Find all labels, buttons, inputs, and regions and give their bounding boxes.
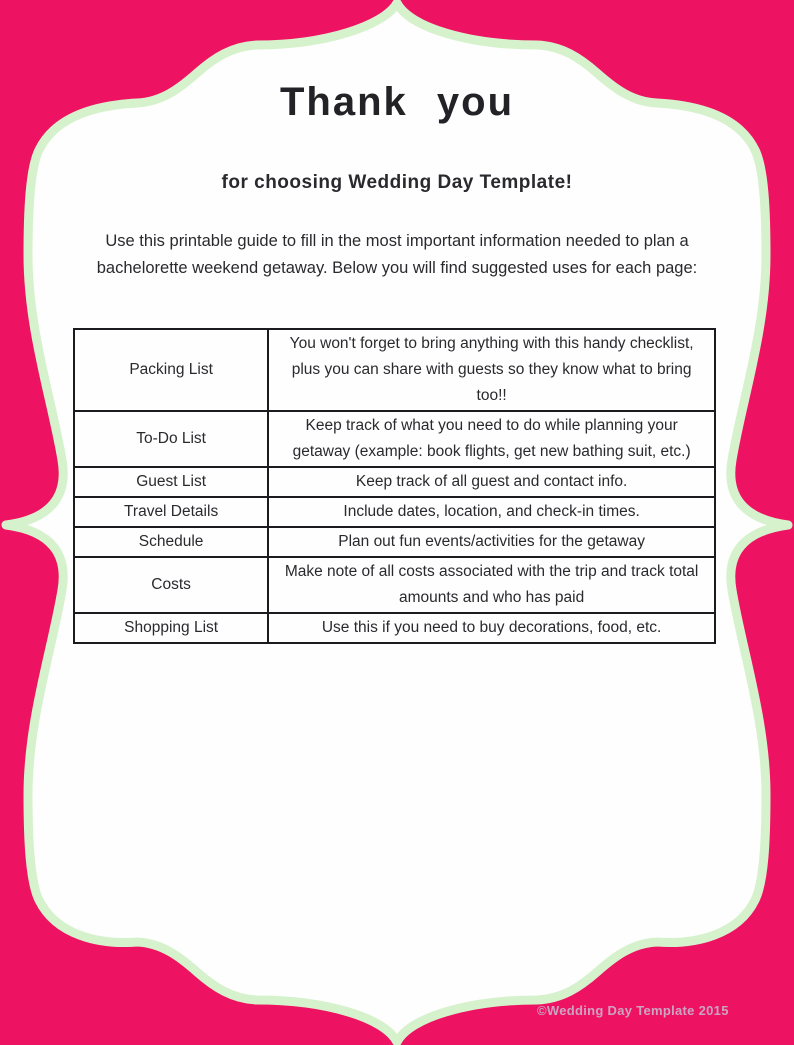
intro-line-2: bachelorette weekend getaway. Below you will find suggested uses for each page: [96, 259, 698, 277]
table-row [74, 613, 715, 643]
description-cell: Keep track of what you need to do while planning your getaway (example: book flights, get new bathing suit, etc.) [268, 411, 715, 467]
template-usage-table [73, 328, 716, 644]
table-row [74, 329, 715, 411]
description-cell: Plan out fun events/activities for the getaway [268, 527, 715, 557]
page-title: Thank you [279, 80, 515, 124]
intro-paragraph [67, 228, 727, 282]
table-row [74, 411, 715, 467]
page-name-cell: Travel Details [74, 497, 268, 527]
table-row [74, 467, 715, 497]
page-subtitle: for choosing Wedding Day Template! [221, 172, 573, 193]
page-name-cell: To-Do List [74, 411, 268, 467]
description-cell: Use this if you need to buy decorations, food, etc. [268, 613, 715, 643]
page-name-cell: Guest List [74, 467, 268, 497]
description-cell: Make note of all costs associated with the trip and track total amounts and who has paid [268, 557, 715, 613]
description-cell: Keep track of all guest and contact info. [268, 467, 715, 497]
table-row [74, 497, 715, 527]
copyright-watermark: ©Wedding Day Template 2015 [537, 1003, 729, 1018]
page-name-cell: Schedule [74, 527, 268, 557]
page-name-cell: Packing List [74, 329, 268, 411]
table-row [74, 557, 715, 613]
page-name-cell: Shopping List [74, 613, 268, 643]
description-cell: Include dates, location, and check-in times. [268, 497, 715, 527]
description-cell: You won't forget to bring anything with this handy checklist, plus you can share with guests so they know what to bring too!! [268, 329, 715, 411]
table-row [74, 527, 715, 557]
intro-line-1: Use this printable guide to fill in the most important information needed to plan a [105, 232, 689, 250]
page-name-cell: Costs [74, 557, 268, 613]
